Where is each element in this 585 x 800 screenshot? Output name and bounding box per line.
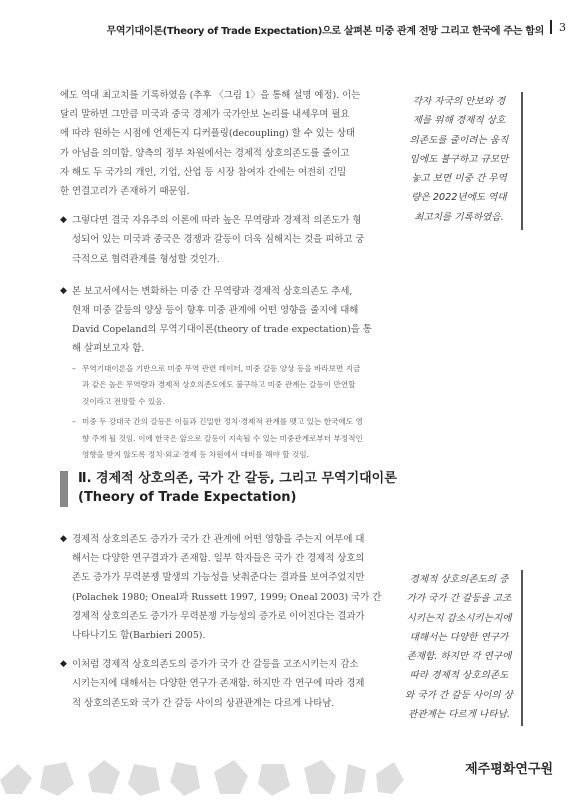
text-line: 경제적 상호의존도 증가가 무력분쟁 가능성의 증가로 이어진다는 결과가 — [72, 610, 365, 622]
text-line: 이처럼 경제적 상호의존도의 증가가 국가 간 갈등을 고조시키는지 감소 — [72, 659, 359, 671]
text-line: 과 같은 높은 무역량과 경제적 상호의존도에도 불구하고 미중 관계는 갈등이 만연할 — [82, 380, 356, 390]
text-line: 자 해도 두 국가의 개인, 기업, 산업 등 시장 참여자 간에는 여전히 긴밀 — [60, 166, 347, 178]
text-line: 해 살펴보고자 함. — [72, 343, 145, 355]
section-title-line: (Theory of Trade Expectation) — [78, 490, 297, 505]
text-line: David Copeland의 무역기대이론(theory of trade expectation)을 통 — [72, 324, 372, 336]
text-line: 시키는지에 대해서는 다양한 연구가 존재함. 하지만 각 연구에 따라 경제 — [72, 678, 365, 690]
text-line: 것이라고 전망할 수 있음. — [82, 396, 166, 406]
page-number: 3 — [559, 21, 566, 34]
page-footer — [0, 754, 585, 800]
sidebar-divider — [521, 570, 523, 726]
text-line: 에 따라 원하는 시점에 언제든지 디커플링(decoupling) 할 수 있는 상태 — [60, 128, 355, 140]
text-line: 그렇다면 결국 자유주의 이론에 따라 높은 무역량과 경제적 의존도가 형 — [72, 215, 362, 227]
diamond-bullet-icon: ◆ — [60, 215, 67, 226]
diamond-bullet-icon: ◆ — [60, 534, 67, 544]
text-line: 의존도를 줄이려는 움직 — [409, 134, 509, 146]
section-title — [78, 469, 397, 507]
text-line: 관관계는 다르게 나타남. — [408, 709, 510, 721]
text-line: 나타나기도 함(Barbieri 2005). — [72, 630, 206, 642]
section-marker — [60, 471, 68, 507]
text-line: 존도 증가가 무력분쟁 발생의 가능성을 낮춰준다는 결과를 보여주었지만 — [72, 572, 365, 584]
text-line: 따라 경제적 상호의존도 — [409, 670, 509, 682]
text-line: 무역기대이론을 기반으로 미중 무역 관련 데이터, 미중 갈등 양상 등을 바라보면 지금 — [82, 363, 361, 373]
margin-summary-1 — [400, 92, 518, 227]
section-number: Ⅱ. — [78, 471, 92, 486]
bullet-paragraph-1 — [60, 211, 412, 269]
text-line: 경제적 상호의존도의 증 — [409, 574, 509, 585]
dash-bullet-icon: – — [72, 363, 76, 373]
text-line: 미중 두 강대국 간의 갈등은 이들과 긴밀한 정치·경제적 관계를 맺고 있는 한국에도 영 — [82, 417, 363, 427]
text-line: 각자 자국의 안보와 경 — [412, 96, 506, 107]
text-line: 해서는 다양한 연구결과가 존재함. 일부 학자들은 국가 간 경제적 상호의 — [72, 553, 365, 565]
dash-bullet-icon: – — [72, 417, 76, 427]
text-line: 가가 국가 간 갈등을 고조 — [406, 593, 512, 605]
text-line: 향 주게 될 것임. 이에 한국은 앞으로 갈등이 지속될 수 있는 미중관계로부터 부정적인 — [82, 433, 363, 443]
text-line: 량은 2022년에도 역대 — [411, 192, 507, 204]
text-line: 한 연결고리가 존재하기 때문임. — [60, 186, 190, 198]
text-line: 와 국가 간 갈등 사이의 상 — [405, 689, 513, 701]
text-line: 극적으로 협력관계를 형성할 것인가. — [72, 253, 220, 265]
text-line: 성되어 있는 미국과 중국은 경쟁과 갈등이 더욱 심해지는 것을 피하고 궁 — [72, 234, 365, 246]
text-line: 대해서는 다양한 연구가 — [409, 631, 509, 643]
text-line: (Polachek 1980; Oneal과 Russett 1997, 1999; Oneal 2003) 국가 간 — [72, 591, 382, 603]
sidebar-divider — [521, 92, 523, 230]
diamond-bullet-icon: ◆ — [60, 285, 67, 296]
margin-summary-2 — [400, 570, 518, 724]
text-line: 놓고 보면 미중 간 무역 — [411, 173, 507, 185]
text-line: 적 상호의존도와 국가 간 갈등 사이의 상관관계는 다르게 나타남. — [72, 697, 335, 709]
text-line: 본 보고서에서는 변화하는 미중 간 무역량과 경제적 상호의존도 추세, — [72, 285, 353, 297]
main-column — [60, 86, 412, 464]
text-line: 존재함. 하지만 각 연구에 — [406, 651, 512, 663]
text-line: 임에도 불구하고 규모만 — [409, 153, 509, 165]
text-line: 영향을 받지 않도록 정치·외교·경제 등 차원에서 대비를 해야 할 것임. — [82, 450, 310, 460]
running-title: 무역기대이론(Theory of Trade Expectation)으로 살펴본 미중 관계 전망 그리고 한국에 주는 함의 — [106, 26, 544, 37]
page-header — [70, 18, 570, 40]
text-line: 시키는지 감소시키는지에 — [406, 612, 512, 624]
bullet-paragraph-3 — [60, 530, 412, 645]
organization-name: 제주평화연구원 — [465, 762, 553, 777]
header-divider — [550, 20, 552, 34]
main-column-lower — [60, 530, 412, 713]
text-line: 경제적 상호의존도 증가가 국가 간 관계에 어떤 영향을 주는지 여부에 대 — [72, 534, 365, 545]
text-line: 달리 말하면 그만큼 미국과 중국 경제가 국가안보 논리를 내세우며 필요 — [60, 109, 350, 121]
text-line: 최고치를 기록하였음. — [414, 211, 504, 223]
intro-paragraph — [60, 86, 412, 201]
text-line: 에도 역대 최고치를 기록하였음 (추후 〈그림 1〉을 통해 설명 예정). 이는 — [60, 90, 361, 101]
sub-bullet-2 — [60, 414, 412, 464]
text-line: 제를 위해 경제적 상호 — [412, 115, 506, 127]
diamond-bullet-icon: ◆ — [60, 659, 67, 670]
text-line: 가 아님을 의미함. 양측의 정부 차원에서는 경제적 상호의존도를 줄이고 — [60, 147, 350, 159]
bullet-paragraph-2 — [60, 282, 412, 359]
text-line: 현재 미중 갈등의 양상 등이 향후 미중 관계에 어떤 영향을 줄지에 대해 — [72, 305, 359, 317]
bullet-paragraph-4 — [60, 655, 412, 713]
section-title-line: 경제적 상호의존, 국가 간 갈등, 그리고 무역기대이론 — [96, 471, 397, 486]
sub-bullet-1 — [60, 361, 412, 411]
